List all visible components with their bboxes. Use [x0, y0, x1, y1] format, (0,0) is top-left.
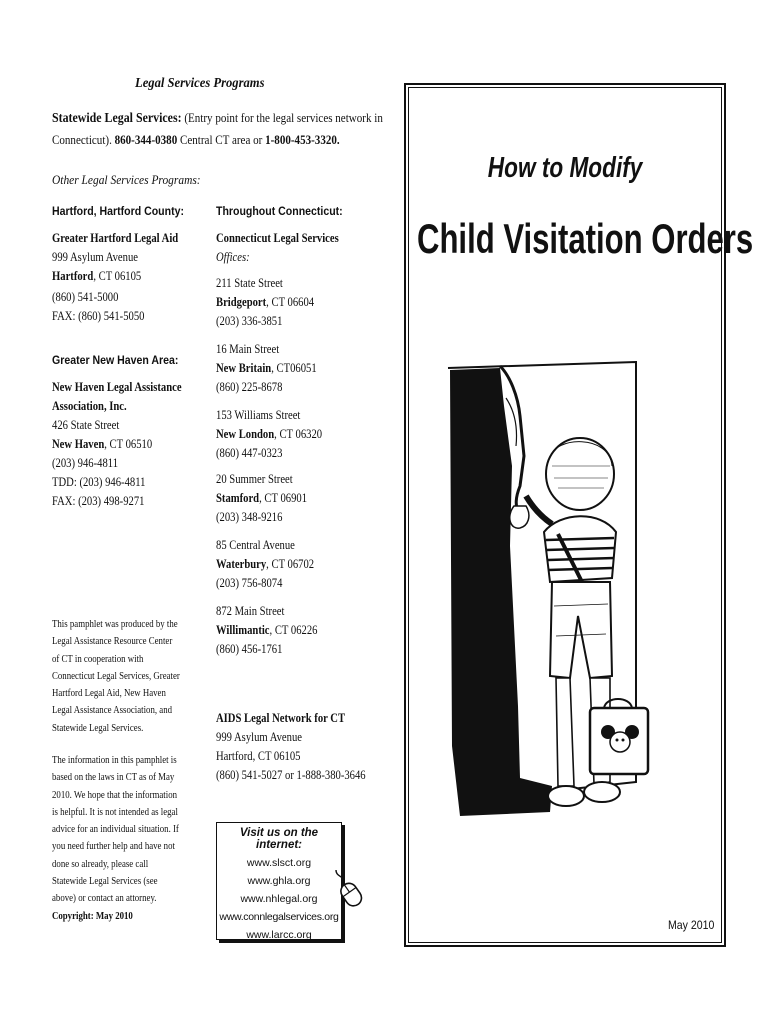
- ghla-phone: (860) 541-5000: [52, 290, 119, 304]
- office-city: Waterbury: [216, 557, 267, 571]
- office-stamford: [216, 470, 323, 527]
- ghla-street: 999 Asylum Avenue: [52, 250, 138, 264]
- office-state: , CT 06320: [274, 427, 323, 441]
- website-link[interactable]: www.nhlegal.org: [240, 893, 318, 905]
- disclaimer-line: above) or contact an attorney.: [52, 893, 157, 905]
- disclaimer-line: is helpful. It is not intended as legal: [52, 806, 178, 818]
- nhla-fax: FAX: (203) 498-9271: [52, 494, 145, 508]
- website-link[interactable]: www.ghla.org: [247, 875, 311, 887]
- disclaimer-line: Statewide Legal Services (see: [52, 876, 158, 888]
- ghla-fax: FAX: (860) 541-5050: [52, 309, 145, 323]
- produced-line: of CT in cooperation with: [52, 653, 144, 665]
- copyright: Copyright: May 2010: [52, 910, 133, 922]
- aids-city: Hartford, CT 06105: [216, 749, 301, 763]
- disclaimer-line: done so already, please call: [52, 858, 149, 870]
- website-link[interactable]: www.larcc.org: [246, 929, 312, 941]
- produced-line: Legal Assistance Association, and: [52, 705, 173, 717]
- throughout-ct-heading: Throughout Connecticut:: [216, 204, 343, 218]
- nhla-phone: (203) 946-4811: [52, 456, 119, 470]
- statewide-block-2: [52, 130, 390, 150]
- office-city: New Britain: [216, 361, 272, 375]
- office-street: 85 Central Avenue: [216, 538, 295, 552]
- produced-line: Hartford Legal Aid, New Haven: [52, 688, 166, 700]
- child-illustration: [440, 346, 702, 854]
- other-programs-heading: Other Legal Services Programs:: [52, 172, 201, 187]
- statewide-phone-2: 1-800-453-3320.: [265, 132, 340, 147]
- disclaimer-line: advice for an individual situation. If: [52, 824, 179, 836]
- office-phone: (203) 756-8074: [216, 576, 283, 590]
- nhla-street: 426 State Street: [52, 418, 120, 432]
- internet-links-box: [216, 822, 342, 940]
- new-haven-heading: Greater New Haven Area:: [52, 353, 179, 367]
- office-state: , CT 06226: [269, 623, 318, 637]
- cls-name: Connecticut Legal Services: [216, 231, 339, 245]
- statewide-phone-1: 860-344-0380: [114, 132, 178, 147]
- produced-line: Statewide Legal Services.: [52, 722, 144, 734]
- ghla-state: , CT 06105: [93, 269, 142, 283]
- cover-subtitle: How to Modify: [487, 152, 643, 184]
- disclaimer-line: 2010. We hope that the information: [52, 789, 178, 801]
- ghla-city: Hartford: [52, 269, 94, 283]
- office-city: Willimantic: [216, 623, 270, 637]
- office-state: , CT 06604: [266, 295, 315, 309]
- disclaimer-note: [52, 752, 203, 925]
- office-state: , CT 06702: [266, 557, 315, 571]
- statewide-name: Statewide Legal Services:: [52, 111, 182, 126]
- office-street: 153 Williams Street: [216, 408, 301, 422]
- nhla-tdd: TDD: (203) 946-4811: [52, 475, 146, 489]
- office-new-london: [216, 406, 341, 463]
- aids-street: 999 Asylum Avenue: [216, 730, 302, 744]
- office-phone: (203) 348-9216: [216, 510, 283, 524]
- nhla-state: , CT 06510: [104, 437, 153, 451]
- computer-mouse-icon: [332, 868, 366, 908]
- office-city: Stamford: [216, 491, 260, 505]
- office-phone: (203) 336-3851: [216, 314, 283, 328]
- cover-date: May 2010: [668, 918, 715, 932]
- internet-title: Visit us on the internet:: [239, 827, 319, 851]
- disclaimer-line: based on the laws in CT as of May: [52, 772, 175, 784]
- office-state: , CT 06901: [259, 491, 308, 505]
- nhla-block: [52, 378, 204, 511]
- statewide-text: (Entry point for the legal services network in: [184, 110, 383, 125]
- nhla-city: New Haven: [52, 437, 105, 451]
- cls-block: [216, 229, 360, 267]
- office-street: 16 Main Street: [216, 342, 280, 356]
- statewide-text-2: Connecticut).: [52, 132, 112, 147]
- office-willimantic: [216, 602, 335, 659]
- office-street: 872 Main Street: [216, 604, 285, 618]
- office-bridgeport: [216, 274, 331, 331]
- office-city: Bridgeport: [216, 295, 267, 309]
- ghla-block: [52, 229, 200, 326]
- office-phone: (860) 225-8678: [216, 380, 283, 394]
- produced-by-note: [52, 616, 204, 737]
- office-waterbury: [216, 536, 331, 593]
- nhla-name-2: Association, Inc.: [52, 399, 127, 413]
- office-phone: (860) 456-1761: [216, 642, 283, 656]
- cover-title: Child Visitation Orders: [417, 215, 754, 262]
- office-city: New London: [216, 427, 275, 441]
- office-street: 211 State Street: [216, 276, 283, 290]
- office-state: , CT06051: [271, 361, 317, 375]
- disclaimer-line: you need further help and have not: [52, 841, 175, 853]
- statewide-text-3: Central CT area or: [179, 132, 263, 147]
- hartford-heading: Hartford, Hartford County:: [52, 204, 184, 218]
- offices-label: Offices:: [216, 250, 250, 264]
- aids-network-block: [216, 709, 392, 785]
- office-new-britain: [216, 340, 334, 397]
- office-phone: (860) 447-0323: [216, 446, 283, 460]
- aids-phone: (860) 541-5027 or 1-888-380-3646: [216, 768, 366, 782]
- website-link[interactable]: www.connlegalservices.org: [219, 911, 339, 923]
- aids-name: AIDS Legal Network for CT: [216, 711, 346, 725]
- disclaimer-line: The information in this pamphlet is: [52, 755, 177, 766]
- website-link[interactable]: www.slsct.org: [246, 857, 312, 869]
- office-street: 20 Summer Street: [216, 472, 293, 486]
- produced-line: This pamphlet was produced by the: [52, 619, 178, 630]
- statewide-block: [52, 108, 441, 129]
- produced-line: Connecticut Legal Services, Greater: [52, 670, 180, 682]
- nhla-name-1: New Haven Legal Assistance: [52, 380, 182, 394]
- ghla-name: Greater Hartford Legal Aid: [52, 231, 179, 245]
- section-heading: Legal Services Programs: [135, 76, 265, 91]
- produced-line: Legal Assistance Resource Center: [52, 636, 173, 648]
